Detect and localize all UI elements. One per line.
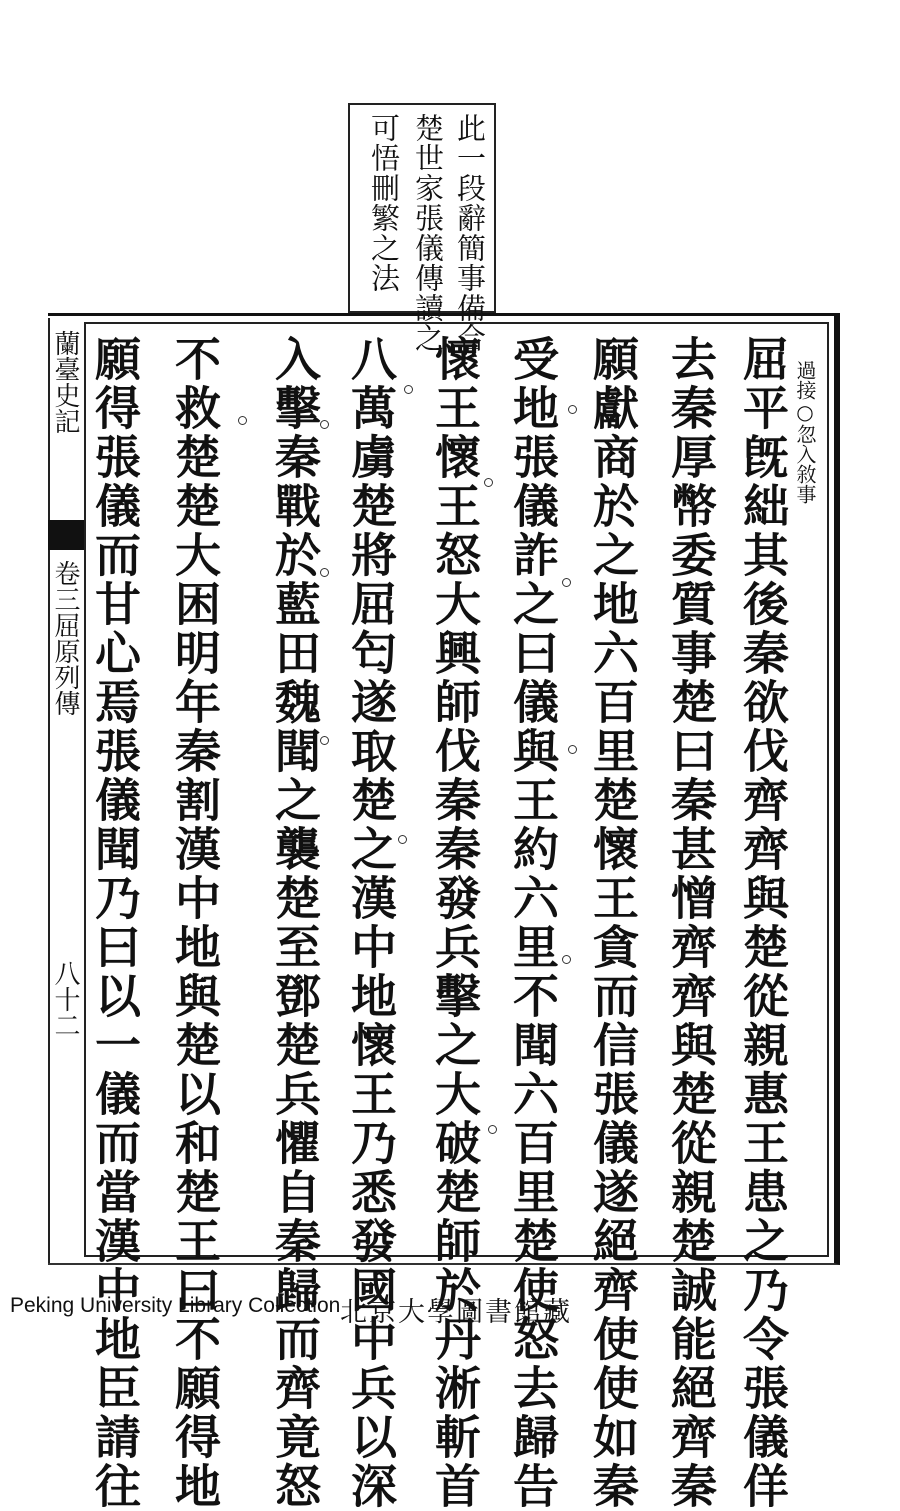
emphasis-circle — [320, 568, 329, 577]
emphasis-circle — [398, 835, 407, 844]
spine-fishtail-mark — [48, 520, 84, 550]
emphasis-circle — [568, 745, 577, 754]
marginal-note-line: 此一段辭簡事備合 — [453, 113, 487, 353]
emphasis-circle — [404, 385, 413, 394]
text-column-3: 願獻商於之地六百里楚懷王貪而信張儀遂絕齊使使如秦 — [586, 335, 640, 1511]
text-column-2: 去秦厚幣委質事楚曰秦甚憎齊齊與楚從親楚誠能絕齊秦 — [664, 335, 718, 1511]
marginal-note-line: 楚世家張儀傳讀之 — [411, 113, 445, 353]
text-column-9: 願得張儀而甘心焉張儀聞乃曰以一儀而當漢中地臣請往 — [88, 335, 142, 1511]
interlinear-annotation: 過接○忽入敘事 — [793, 360, 817, 504]
text-column-4: 受地張儀詐之曰儀與王約六里不聞六百里楚使怒去歸告 — [506, 335, 560, 1511]
text-column-7: 入擊秦戰於藍田魏聞之襲楚至鄧楚兵懼自秦歸而齊竟怒 — [268, 335, 322, 1511]
footer-collection-label: Peking University Library Collection — [10, 1294, 341, 1317]
spine-book-title: 蘭臺史記 — [50, 330, 80, 434]
spine-page-number: 八十二 — [50, 960, 80, 1038]
footer-collection-label-zh: 北京大學圖書館藏 — [340, 1297, 572, 1328]
emphasis-circle — [562, 578, 571, 587]
emphasis-circle — [562, 955, 571, 964]
emphasis-circle — [488, 1125, 497, 1134]
text-column-6: 八萬虜楚將屈匄遂取楚之漢中地懷王乃悉發國中兵以深 — [344, 335, 398, 1511]
text-column-5: 懷王懷王怒大興師伐秦秦發兵擊之大破楚師於丹淅斬首 — [428, 335, 482, 1511]
marginal-note-box — [348, 103, 496, 353]
emphasis-circle — [238, 416, 247, 425]
marginal-note-line: 可悟刪繁之法 — [367, 113, 401, 293]
emphasis-circle — [484, 478, 493, 487]
text-column-1: 屈平旣絀其後秦欲伐齊齊與楚從親惠王患之乃令張儀佯 — [736, 335, 790, 1511]
emphasis-circle — [320, 420, 329, 429]
spine-rule — [48, 318, 50, 1263]
emphasis-circle — [320, 736, 329, 745]
text-column-8: 不救楚楚大困明年秦割漢中地與楚以和楚王曰不願得地 — [168, 335, 222, 1511]
spine-chapter-title: 卷三屈原列傳 — [50, 560, 80, 716]
emphasis-circle — [568, 405, 577, 414]
